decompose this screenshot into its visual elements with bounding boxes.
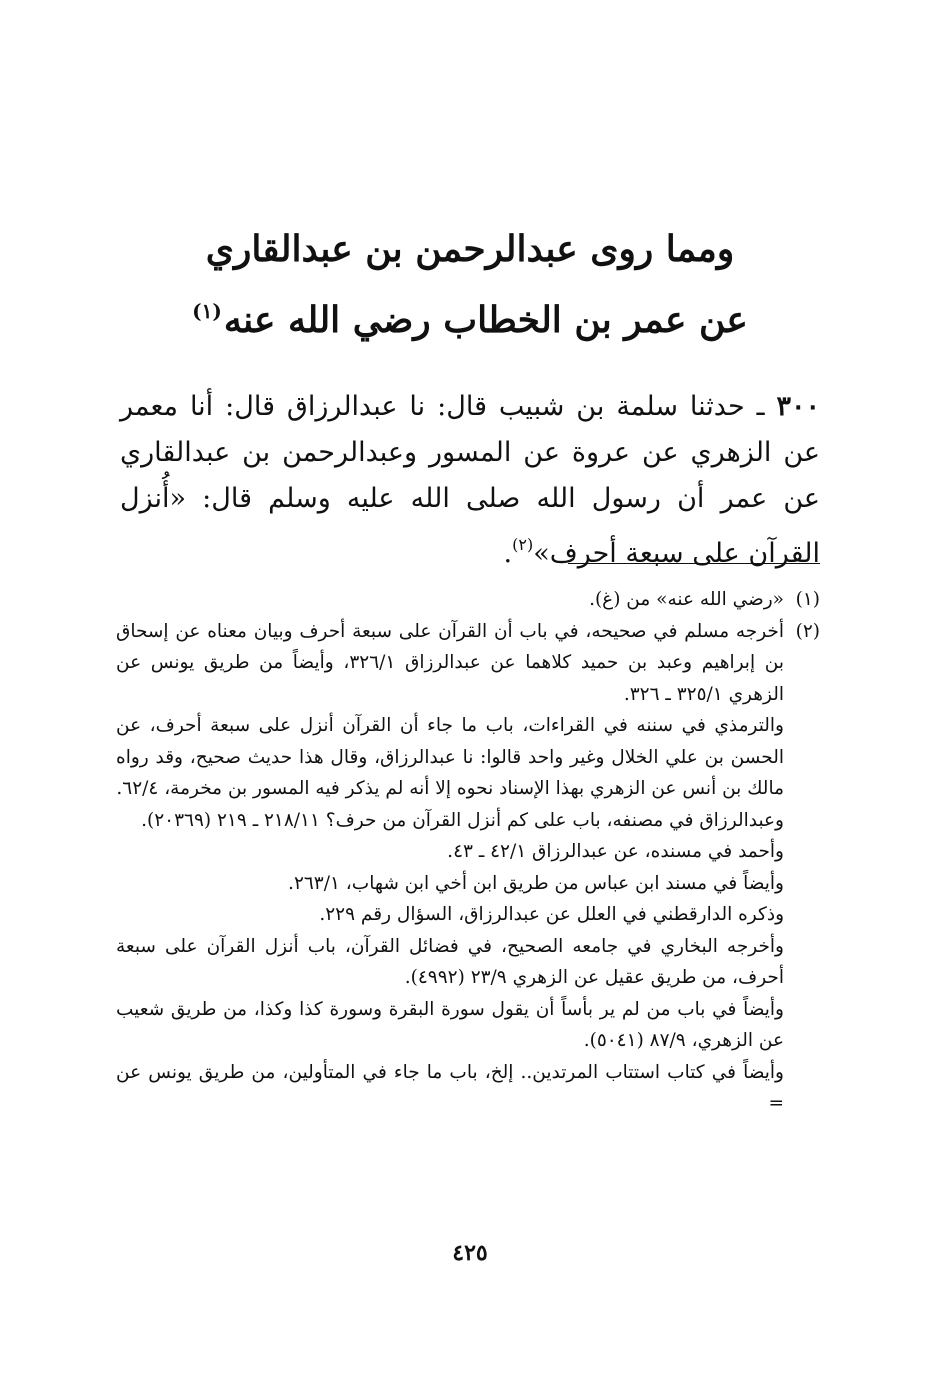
hadith-paragraph	[120, 384, 820, 577]
footnote-1-number: (١)	[795, 589, 820, 610]
footnote-2	[116, 616, 820, 711]
footnote-2-paragraph-7: وأخرجه البخاري في جامعه الصحيح، في فضائل القرآن، باب أنزل القرآن على سبعة أحرف، من طريق عقيل عن الزهري ٢٣/٩ (٤٩٩٢).	[116, 935, 784, 988]
hadith-end: .	[503, 538, 513, 569]
page-number: ٤٢٥	[452, 1240, 488, 1266]
heading-line-1: ومما روى عبدالرحمن بن عبدالقاري	[205, 228, 735, 270]
footnote-2-continuation	[116, 710, 820, 1120]
heading-line-2-text: عن عمر بن الخطاب رضي الله عنه	[223, 299, 748, 341]
hadith-text: حدثنا سلمة بن شبيب قال: نا عبدالرزاق قال: أنا معمر عن الزهري عن عروة عن المسور وعبدالرحمن بن عبدالقاري عن عمر أن رسول الله صلى الله عليه وسلم قال: «أُنزل القرآن على سبعة أحرف»	[120, 391, 820, 569]
footnote-2-paragraph-1: أخرجه مسلم في صحيحه، في باب أن القرآن على سبعة أحرف وبيان معناه عن إسحاق بن إبراهيم وعبد بن حميد كلاهما عن عبدالرزاق ٣٢٦/١، وأيضاً من طريق يونس عن الزهري ٣٢٥/١ ـ ٣٢٦.	[116, 620, 784, 705]
footnote-1-text: «رضي الله عنه» من (غ).	[589, 589, 784, 610]
footnote-2-paragraph-3: وعبدالرزاق في مصنفه، باب على كم أنزل القرآن من حرف؟ ٢١٨/١١ ـ ٢١٩ (٢٠٣٦٩).	[141, 809, 784, 831]
footnote-2-paragraph-8: وأيضاً في باب من لم ير بأساً أن يقول سورة البقرة وسورة كذا وكذا، من طريق شعيب عن الزهري، ٨٧/٩ (٥٠٤١).	[116, 998, 784, 1051]
footnote-1	[116, 584, 820, 616]
heading-line-2	[120, 280, 820, 351]
hadith-number: ٣٠٠	[776, 391, 820, 422]
footnote-ref-1: (١)	[192, 299, 222, 323]
chapter-heading	[120, 218, 820, 351]
footnote-2-number: (٢)	[795, 620, 820, 642]
footnote-2-paragraph-6: وذكره الدارقطني في العلل عن عبدالرزاق، السؤال رقم ٢٢٩.	[319, 904, 784, 925]
footnote-2-paragraph-4: وأحمد في مسنده، عن عبدالرزاق ٤٢/١ ـ ٤٣.	[447, 841, 784, 862]
footnote-2-paragraph-9: وأيضاً في كتاب استتاب المرتدين.. إلخ، باب ما جاء في المتأولين، من طريق يونس عن =	[116, 1061, 784, 1114]
footnote-2-paragraph-2: والترمذي في سننه في القراءات، باب ما جاء أن القرآن أنزل على سبعة أحرف، عن الحسن بن علي الخلال وغير واحد قالوا: نا عبدالرزاق، وقال هذا حديث صحيح، وقد رواه مالك بن أنس عن الزهري بهذا الإسناد نحوه إلا أنه لم يذكر فيه المسور بن مخرمة، ٦٢/٤.	[116, 715, 784, 799]
footnote-ref-2: (٢)	[512, 535, 534, 554]
footnote-2-paragraph-5: وأيضاً في مسند ابن عباس من طريق ابن أخي ابن شهاب، ٢٦٣/١.	[288, 872, 784, 894]
footnote-separator	[568, 563, 820, 564]
hadith-dash: ـ	[744, 391, 777, 422]
footnotes-section	[116, 584, 820, 1120]
